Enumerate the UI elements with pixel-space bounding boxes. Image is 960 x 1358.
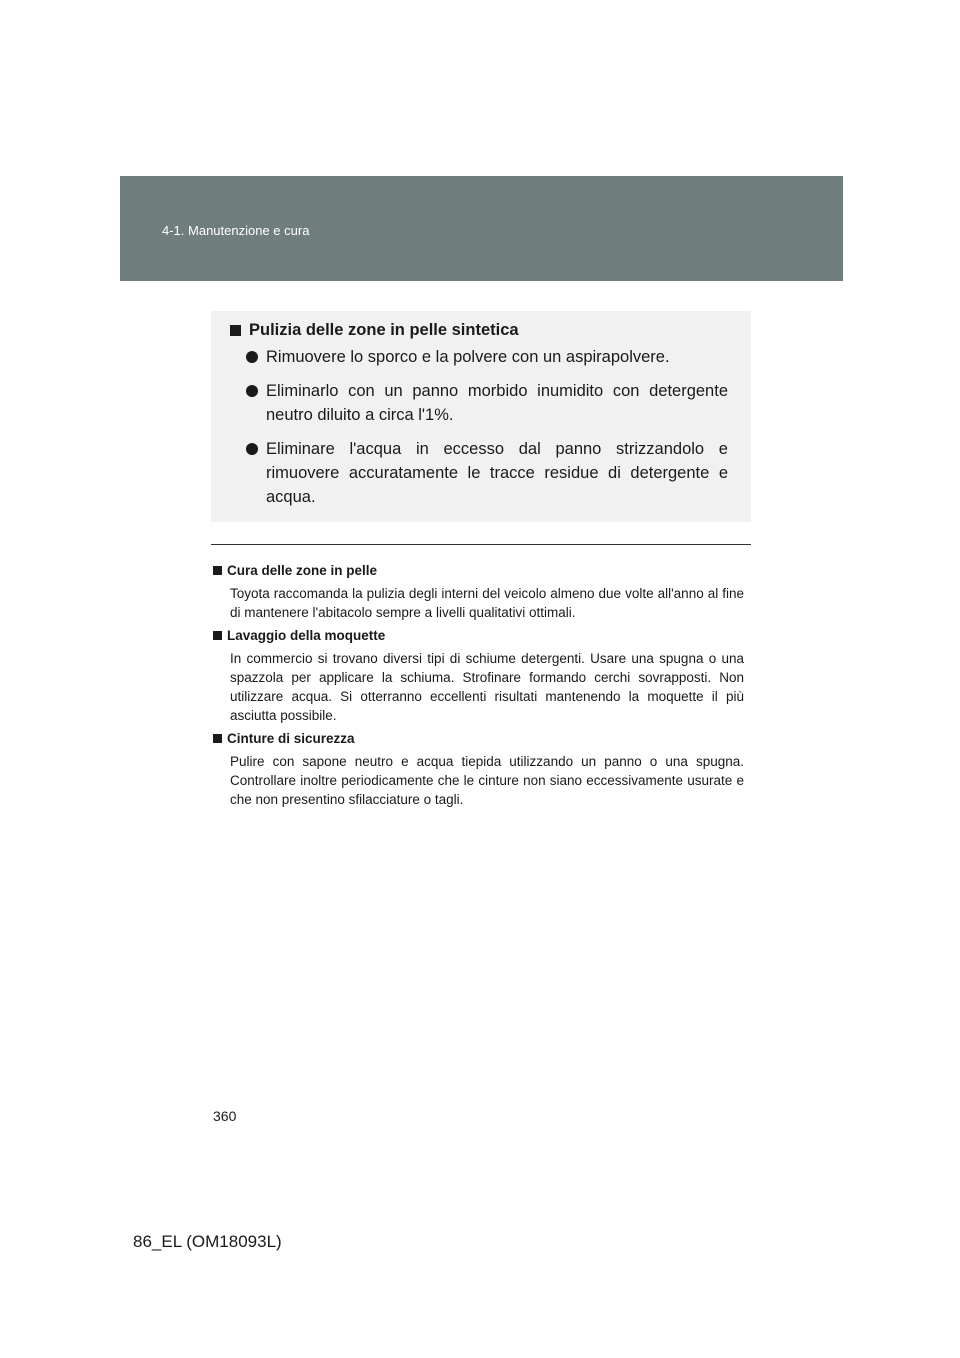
- section-divider: [211, 544, 751, 545]
- note-title: [213, 628, 744, 643]
- bullet-list: [246, 345, 728, 519]
- note-body: In commercio si trovano diversi tipi di schiume detergenti. Usare una spugna o una spazzola per applicare la schiuma. Strofinare formando cerchi sovrapposti. Non utilizzare acqua. Si otterranno eccellenti risultati mantenendo la moquette il più asciutta possibile.: [230, 651, 744, 723]
- note-body: Toyota raccomanda la pulizia degli interni del veicolo almeno due volte all'anno al fine di mantenere l'abitacolo sempre a livelli qualitativi ottimali.: [230, 586, 744, 620]
- round-bullet-icon: [246, 351, 258, 363]
- note-title: [213, 731, 744, 746]
- bullet-item: [246, 345, 728, 369]
- square-bullet-icon: [230, 325, 241, 336]
- square-bullet-icon: [213, 566, 222, 575]
- note-title-text: Cinture di sicurezza: [227, 731, 355, 746]
- bullet-item: [246, 379, 728, 427]
- section-header-band: [120, 176, 843, 281]
- bullet-text: Rimuovere lo sporco e la polvere con un aspirapolvere.: [266, 348, 670, 366]
- bullet-text: Eliminare l'acqua in eccesso dal panno strizzandolo e rimuovere accuratamente le tracce residue di detergente e acqua.: [266, 440, 728, 506]
- document-code: 86_EL (OM18093L): [133, 1232, 282, 1251]
- round-bullet-icon: [246, 443, 258, 455]
- box-title: [230, 321, 519, 340]
- note-title: [213, 563, 744, 578]
- note-title-text: Lavaggio della moquette: [227, 628, 386, 643]
- page-number: 360: [213, 1108, 237, 1124]
- note-body: Pulire con sapone neutro e acqua tiepida utilizzando un panno o una spugna. Controllare inoltre periodicamente che le cinture non siano eccessivamente usurate e che non presentino sfilacciature o tagli.: [230, 754, 744, 807]
- leather-care-box: [211, 311, 751, 522]
- round-bullet-icon: [246, 385, 258, 397]
- box-title-text: Pulizia delle zone in pelle sintetica: [249, 321, 519, 339]
- bullet-text: Eliminarlo con un panno morbido inumidito con detergente neutro diluito a circa l'1%.: [266, 382, 728, 424]
- square-bullet-icon: [213, 734, 222, 743]
- section-label: 4-1. Manutenzione e cura: [162, 223, 310, 238]
- note-title-text: Cura delle zone in pelle: [227, 563, 378, 578]
- bullet-item: [246, 437, 728, 509]
- notes-section: [213, 563, 744, 815]
- square-bullet-icon: [213, 631, 222, 640]
